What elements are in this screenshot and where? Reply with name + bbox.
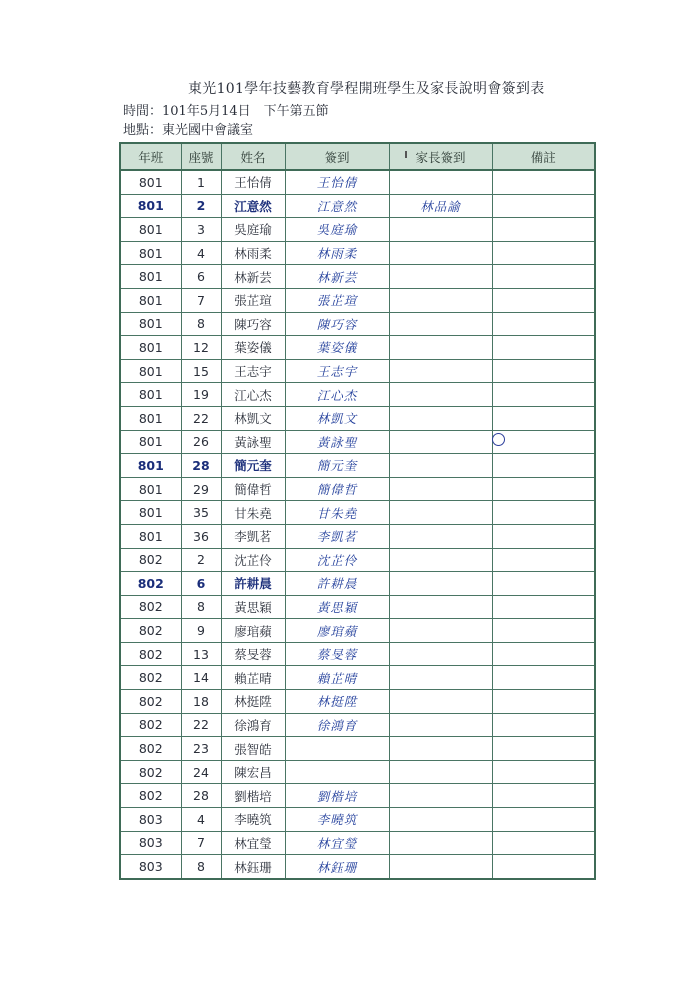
seat-cell: 6	[181, 572, 221, 596]
seat-cell: 26	[181, 430, 221, 454]
class-cell: 801	[120, 170, 181, 194]
class-cell: 802	[120, 619, 181, 643]
table-row	[120, 194, 595, 218]
signature-cell: 吳庭瑜	[285, 218, 389, 242]
parent-signature-cell	[389, 642, 492, 666]
remarks-cell	[492, 265, 595, 289]
class-cell: 801	[120, 218, 181, 242]
class-cell: 803	[120, 808, 181, 832]
class-cell: 801	[120, 524, 181, 548]
remark-circle-mark	[492, 433, 505, 446]
parent-signature-cell	[389, 383, 492, 407]
seat-cell: 2	[181, 194, 221, 218]
signature-cell: 王志宇	[285, 359, 389, 383]
signature-cell	[285, 760, 389, 784]
signature-cell: 林新芸	[285, 265, 389, 289]
name-cell: 陳巧容	[221, 312, 285, 336]
table-row	[120, 218, 595, 242]
table-row	[120, 241, 595, 265]
signature-cell: 張芷瑄	[285, 288, 389, 312]
class-cell: 802	[120, 690, 181, 714]
seat-cell: 36	[181, 524, 221, 548]
meeting-time: 時間：101年5月14日 下午第五節	[123, 104, 329, 119]
header-row	[120, 143, 595, 170]
seat-cell: 4	[181, 241, 221, 265]
name-cell: 簡元奎	[221, 454, 285, 478]
table-row	[120, 784, 595, 808]
seat-cell: 8	[181, 855, 221, 879]
table-row	[120, 430, 595, 454]
class-cell: 801	[120, 265, 181, 289]
class-cell: 802	[120, 548, 181, 572]
remarks-cell	[492, 218, 595, 242]
seat-cell: 15	[181, 359, 221, 383]
name-cell: 林雨柔	[221, 241, 285, 265]
signature-cell: 李凱茗	[285, 524, 389, 548]
remarks-cell	[492, 170, 595, 194]
signature-cell: 黃思穎	[285, 595, 389, 619]
parent-signature-cell	[389, 218, 492, 242]
table-row	[120, 336, 595, 360]
remarks-cell	[492, 619, 595, 643]
parent-signature-cell	[389, 548, 492, 572]
remarks-cell	[492, 194, 595, 218]
name-cell: 張芷瑄	[221, 288, 285, 312]
name-cell: 林新芸	[221, 265, 285, 289]
class-cell: 803	[120, 855, 181, 879]
name-cell: 王怡倩	[221, 170, 285, 194]
seat-cell: 23	[181, 737, 221, 761]
table-row	[120, 548, 595, 572]
table-row	[120, 831, 595, 855]
parent-signature-cell	[389, 572, 492, 596]
parent-signature-cell	[389, 336, 492, 360]
parent-signature-cell	[389, 406, 492, 430]
class-cell: 802	[120, 572, 181, 596]
table-row	[120, 454, 595, 478]
seat-cell: 28	[181, 784, 221, 808]
class-cell: 801	[120, 430, 181, 454]
header-remarks: 備註	[492, 143, 595, 170]
table-row	[120, 265, 595, 289]
signature-cell: 陳巧容	[285, 312, 389, 336]
signature-cell: 沈芷伶	[285, 548, 389, 572]
parent-signature-cell	[389, 265, 492, 289]
seat-cell: 18	[181, 690, 221, 714]
remarks-cell	[492, 784, 595, 808]
seat-cell: 14	[181, 666, 221, 690]
seat-cell: 4	[181, 808, 221, 832]
class-cell: 801	[120, 406, 181, 430]
table-row	[120, 477, 595, 501]
signature-cell: 林鈺珊	[285, 855, 389, 879]
signature-cell: 黃詠聖	[285, 430, 389, 454]
parent-signature-cell	[389, 454, 492, 478]
class-cell: 801	[120, 336, 181, 360]
signature-cell: 賴芷晴	[285, 666, 389, 690]
parent-signature-cell	[389, 524, 492, 548]
parent-signature-cell	[389, 430, 492, 454]
remarks-cell	[492, 454, 595, 478]
seat-cell: 7	[181, 831, 221, 855]
remarks-cell	[492, 477, 595, 501]
name-cell: 徐鴻育	[221, 713, 285, 737]
parent-signature-cell	[389, 690, 492, 714]
remarks-cell	[492, 548, 595, 572]
remarks-cell	[492, 831, 595, 855]
signature-cell: 林挺陞	[285, 690, 389, 714]
header-parent-sign: 家長簽到	[389, 143, 492, 170]
class-cell: 802	[120, 760, 181, 784]
seat-cell: 24	[181, 760, 221, 784]
name-cell: 甘朱堯	[221, 501, 285, 525]
seat-cell: 8	[181, 312, 221, 336]
name-cell: 江心杰	[221, 383, 285, 407]
seat-cell: 3	[181, 218, 221, 242]
table-row	[120, 406, 595, 430]
parent-signature-cell	[389, 501, 492, 525]
remarks-cell	[492, 642, 595, 666]
table-row	[120, 855, 595, 879]
document-title: 東光101學年技藝教育學程開班學生及家長說明會簽到表	[188, 81, 545, 97]
class-cell: 802	[120, 595, 181, 619]
pen-mark	[405, 151, 407, 158]
parent-signature-cell	[389, 808, 492, 832]
seat-cell: 35	[181, 501, 221, 525]
signature-cell: 許耕晨	[285, 572, 389, 596]
parent-signature-cell	[389, 595, 492, 619]
header-sign: 簽到	[285, 143, 389, 170]
remarks-cell	[492, 737, 595, 761]
parent-signature-cell	[389, 241, 492, 265]
table-row	[120, 288, 595, 312]
seat-cell: 9	[181, 619, 221, 643]
remarks-cell	[492, 666, 595, 690]
table-row	[120, 642, 595, 666]
signature-cell	[285, 737, 389, 761]
remarks-cell	[492, 713, 595, 737]
table-row	[120, 359, 595, 383]
table-row	[120, 737, 595, 761]
seat-cell: 19	[181, 383, 221, 407]
seat-cell: 12	[181, 336, 221, 360]
table-row	[120, 808, 595, 832]
name-cell: 劉楷培	[221, 784, 285, 808]
signature-cell: 簡元奎	[285, 454, 389, 478]
signature-cell: 甘朱堯	[285, 501, 389, 525]
class-cell: 801	[120, 383, 181, 407]
class-cell: 802	[120, 713, 181, 737]
name-cell: 吳庭瑜	[221, 218, 285, 242]
name-cell: 許耕晨	[221, 572, 285, 596]
name-cell: 黃思穎	[221, 595, 285, 619]
table-row	[120, 595, 595, 619]
signature-cell: 劉楷培	[285, 784, 389, 808]
seat-cell: 13	[181, 642, 221, 666]
signature-cell: 林雨柔	[285, 241, 389, 265]
parent-signature-cell	[389, 170, 492, 194]
name-cell: 廖琯蘋	[221, 619, 285, 643]
table-row	[120, 501, 595, 525]
parent-signature-cell	[389, 784, 492, 808]
signature-cell: 林宜瑩	[285, 831, 389, 855]
remarks-cell	[492, 808, 595, 832]
class-cell: 801	[120, 501, 181, 525]
seat-cell: 29	[181, 477, 221, 501]
name-cell: 蔡旻蓉	[221, 642, 285, 666]
parent-signature-cell	[389, 359, 492, 383]
table-row	[120, 666, 595, 690]
name-cell: 林挺陞	[221, 690, 285, 714]
remarks-cell	[492, 524, 595, 548]
signature-cell: 廖琯蘋	[285, 619, 389, 643]
table-row	[120, 760, 595, 784]
name-cell: 張智皓	[221, 737, 285, 761]
class-cell: 803	[120, 831, 181, 855]
name-cell: 簡偉哲	[221, 477, 285, 501]
remarks-cell	[492, 312, 595, 336]
class-cell: 801	[120, 312, 181, 336]
class-cell: 802	[120, 737, 181, 761]
class-cell: 802	[120, 666, 181, 690]
remarks-cell	[492, 430, 595, 454]
parent-signature-cell: 林品諭	[389, 194, 492, 218]
parent-signature-cell	[389, 619, 492, 643]
remarks-cell	[492, 690, 595, 714]
table-row	[120, 312, 595, 336]
parent-signature-cell	[389, 831, 492, 855]
signature-cell: 李曉筑	[285, 808, 389, 832]
parent-signature-cell	[389, 312, 492, 336]
remarks-cell	[492, 241, 595, 265]
name-cell: 林宜瑩	[221, 831, 285, 855]
seat-cell: 28	[181, 454, 221, 478]
remarks-cell	[492, 406, 595, 430]
table-row	[120, 170, 595, 194]
parent-signature-cell	[389, 288, 492, 312]
remarks-cell	[492, 288, 595, 312]
seat-cell: 2	[181, 548, 221, 572]
class-cell: 802	[120, 784, 181, 808]
seat-cell: 7	[181, 288, 221, 312]
signature-cell: 林凱文	[285, 406, 389, 430]
meeting-place: 地點：東光國中會議室	[123, 123, 254, 138]
remarks-cell	[492, 336, 595, 360]
name-cell: 林凱文	[221, 406, 285, 430]
signature-cell: 蔡旻蓉	[285, 642, 389, 666]
name-cell: 沈芷伶	[221, 548, 285, 572]
seat-cell: 6	[181, 265, 221, 289]
name-cell: 李曉筑	[221, 808, 285, 832]
parent-signature-cell	[389, 737, 492, 761]
class-cell: 801	[120, 477, 181, 501]
remarks-cell	[492, 359, 595, 383]
table-row	[120, 619, 595, 643]
table-row	[120, 572, 595, 596]
attendance-table	[119, 142, 596, 880]
name-cell: 王志宇	[221, 359, 285, 383]
parent-signature-cell	[389, 477, 492, 501]
parent-signature-cell	[389, 666, 492, 690]
parent-signature-cell	[389, 713, 492, 737]
remarks-cell	[492, 595, 595, 619]
parent-signature-cell	[389, 855, 492, 879]
signature-cell: 簡偉哲	[285, 477, 389, 501]
class-cell: 801	[120, 454, 181, 478]
name-cell: 葉姿儀	[221, 336, 285, 360]
signature-cell: 葉姿儀	[285, 336, 389, 360]
header-seat: 座號	[181, 143, 221, 170]
name-cell: 陳宏昌	[221, 760, 285, 784]
signature-cell: 王怡倩	[285, 170, 389, 194]
remarks-cell	[492, 855, 595, 879]
signature-cell: 江意然	[285, 194, 389, 218]
seat-cell: 22	[181, 406, 221, 430]
class-cell: 802	[120, 642, 181, 666]
class-cell: 801	[120, 194, 181, 218]
signature-cell: 江心杰	[285, 383, 389, 407]
table-row	[120, 713, 595, 737]
header-name: 姓名	[221, 143, 285, 170]
class-cell: 801	[120, 288, 181, 312]
table-row	[120, 690, 595, 714]
name-cell: 黃詠聖	[221, 430, 285, 454]
seat-cell: 22	[181, 713, 221, 737]
name-cell: 江意然	[221, 194, 285, 218]
name-cell: 李凱茗	[221, 524, 285, 548]
class-cell: 801	[120, 241, 181, 265]
class-cell: 801	[120, 359, 181, 383]
remarks-cell	[492, 501, 595, 525]
table-row	[120, 524, 595, 548]
header-class: 年班	[120, 143, 181, 170]
signature-cell: 徐鴻育	[285, 713, 389, 737]
name-cell: 林鈺珊	[221, 855, 285, 879]
parent-signature-cell	[389, 760, 492, 784]
remarks-cell	[492, 760, 595, 784]
table-row	[120, 383, 595, 407]
seat-cell: 1	[181, 170, 221, 194]
seat-cell: 8	[181, 595, 221, 619]
name-cell: 賴芷晴	[221, 666, 285, 690]
remarks-cell	[492, 383, 595, 407]
remarks-cell	[492, 572, 595, 596]
